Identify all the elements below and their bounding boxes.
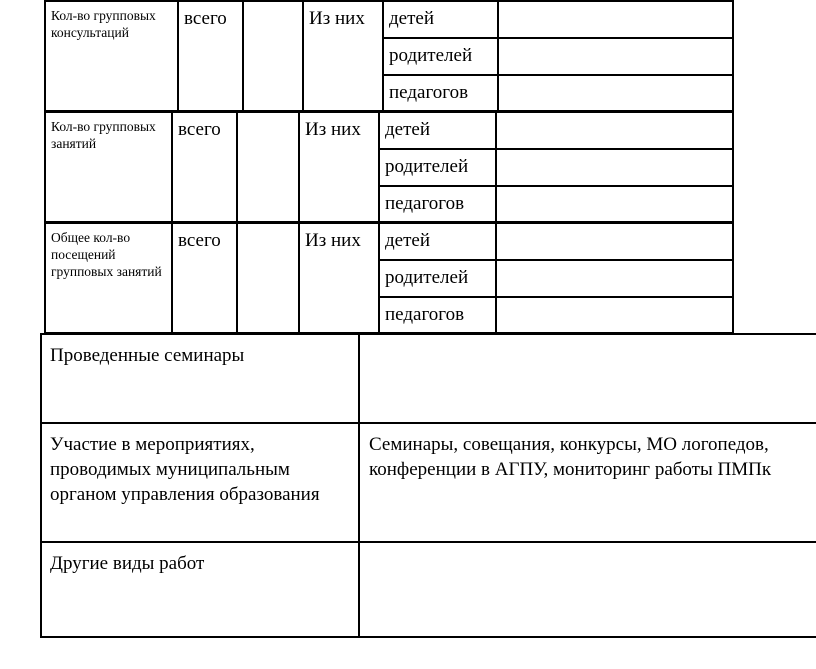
value-line: Семинары, совещания, конкурсы, МО логопедов,: [369, 434, 769, 455]
block-title: Общее кол-во посещений групповых занятий: [44, 222, 173, 334]
category-children: детей: [382, 0, 499, 39]
group-attendance-block: [0, 222, 816, 334]
category-teachers: педагогов: [378, 296, 497, 334]
value-cell: [497, 74, 734, 112]
category-teachers: педагогов: [382, 74, 499, 112]
category-children: детей: [378, 222, 497, 261]
total-value-cell: [242, 0, 304, 112]
other-work-label: Другие виды работ: [40, 541, 360, 638]
of-them-label: Из них: [298, 111, 380, 223]
group-consultations-block: [0, 0, 816, 112]
block-title: Кол-во групповых занятий: [44, 111, 173, 223]
category-children: детей: [378, 111, 497, 150]
of-them-label: Из них: [298, 222, 380, 334]
category-parents: родителей: [378, 148, 497, 187]
value-line: конференции в АГПУ, мониторинг работы ПМПк: [369, 459, 772, 480]
seminars-value: [358, 333, 816, 424]
value-cell: [497, 0, 734, 39]
total-value-cell: [236, 222, 300, 334]
value-cell: [495, 148, 734, 187]
statistics-table: [0, 0, 816, 334]
seminars-label: Проведенные семинары: [40, 333, 360, 424]
of-them-label: Из них: [302, 0, 384, 112]
value-cell: [495, 222, 734, 261]
category-teachers: педагогов: [378, 185, 497, 223]
total-label: всего: [171, 111, 238, 223]
activities-table: [0, 333, 816, 669]
value-cell: [495, 296, 734, 334]
block-title: Кол-во групповых консультаций: [44, 0, 179, 112]
category-parents: родителей: [378, 259, 497, 298]
value-cell: [497, 37, 734, 76]
total-value-cell: [236, 111, 300, 223]
other-work-value: [358, 541, 816, 638]
value-cell: [495, 259, 734, 298]
group-lessons-block: [0, 111, 816, 223]
total-label: всего: [171, 222, 238, 334]
total-label: всего: [177, 0, 244, 112]
events-participation-label: Участие в мероприятиях, проводимых муниципальным органом управления образования: [40, 422, 360, 543]
value-cell: [495, 111, 734, 150]
category-parents: родителей: [382, 37, 499, 76]
value-cell: [495, 185, 734, 223]
events-participation-value: [358, 422, 816, 543]
